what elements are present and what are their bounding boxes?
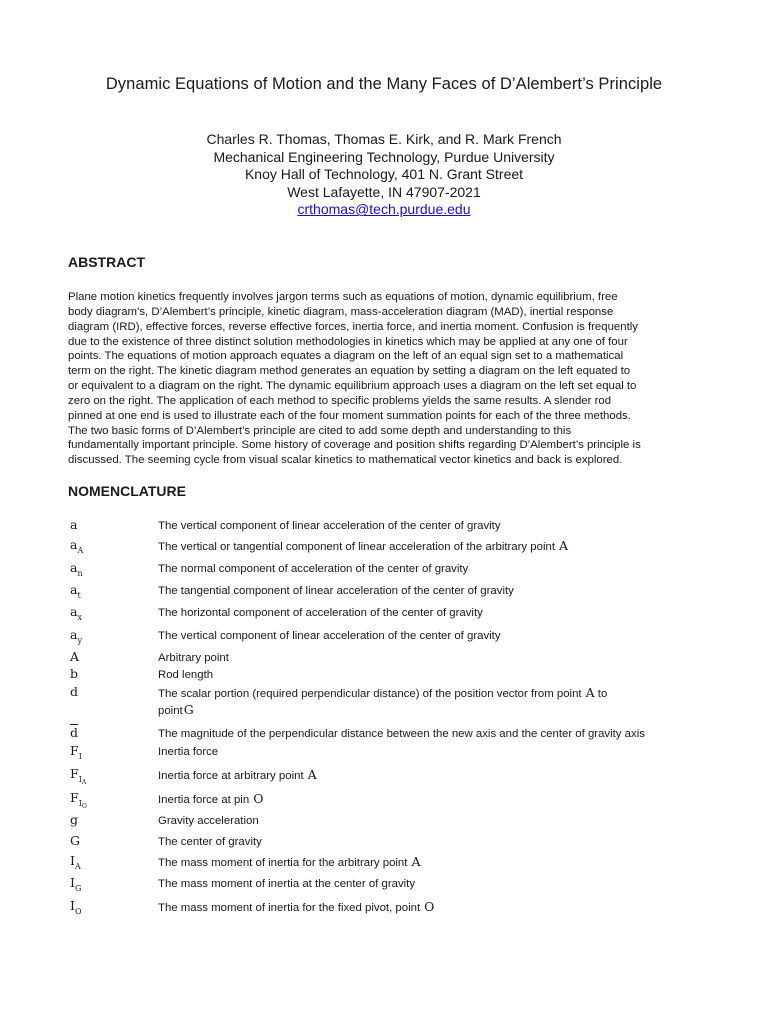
nomenclature-definition: The tangential component of linear acceleration of the center of gravity	[158, 585, 514, 597]
point-symbol: A	[411, 854, 421, 869]
symbol-subscript: A	[74, 862, 81, 871]
symbol-base: b	[70, 666, 79, 681]
abstract-line: pinned at one end is used to illustrate each of the four moment summation points for each of the three methods.	[68, 409, 631, 422]
nomenclature-definition: The mass moment of inertia for the fixed pivot, point O	[158, 899, 435, 914]
abstract-line: fundamentally important principle. Some history of coverage and position shifts regarding D’Alembert’s principle is	[68, 439, 641, 452]
nomenclature-definition: Inertia force at pin O	[158, 791, 264, 806]
nomenclature-definition: The horizontal component of acceleration of the center of gravity	[158, 607, 483, 619]
paper-title: Dynamic Equations of Motion and the Many Faces of D’Alembert’s Principle	[105, 75, 663, 93]
point-symbol: G	[183, 702, 194, 717]
symbol-base: I	[70, 853, 75, 868]
symbol-subscript: n	[77, 569, 83, 578]
nomenclature-symbol	[70, 517, 77, 533]
nomenclature-symbol	[70, 649, 79, 665]
symbol-base: F	[70, 743, 79, 758]
symbol-subscript: t	[77, 591, 81, 600]
nomenclature-symbol	[70, 666, 78, 682]
nomenclature-symbol	[70, 853, 81, 875]
abstract-line: Plane motion kinetics frequently involves jargon terms such as equations of motion, dynamic equilibrium, free	[68, 291, 618, 303]
abstract-line: body diagram’s, D’Alembert’s principle, kinetic diagram, mass-acceleration diagram (MAD), inertial response	[68, 305, 614, 318]
symbol-base: I	[70, 875, 75, 890]
nomenclature-definition: Inertia force	[158, 746, 219, 758]
abstract-line: diagram (IRD), effective forces, reverse effective forces, inertia force, and inertia moment. Confusion is frequently	[68, 320, 638, 333]
nomenclature-symbol	[70, 537, 83, 559]
nomenclature-symbol	[70, 725, 78, 741]
abstract-body	[68, 290, 708, 468]
nomenclature-definition: Arbitrary point	[158, 652, 229, 664]
nomenclature-symbol	[70, 684, 78, 700]
nomenclature-definition: Rod length	[158, 669, 214, 681]
symbol-base: a	[70, 537, 78, 552]
nomenclature-symbol	[70, 833, 80, 849]
nomenclature-symbol	[70, 560, 83, 582]
abstract-line: term on the right. The kinetic diagram method generates an equation by setting a diagram on the left equated to	[68, 365, 631, 378]
author-address: Knoy Hall of Technology, 401 N. Grant Street	[244, 166, 524, 183]
symbol-base: a	[70, 517, 78, 532]
nomenclature-symbol	[70, 582, 81, 604]
nomenclature-symbol	[70, 875, 81, 897]
symbol-subscript: IO	[78, 799, 87, 810]
abstract-line: or equivalent to a diagram on the right. The dynamic equilibrium approach uses a diagram on the left set equal to	[68, 380, 637, 393]
nomenclature-symbol	[70, 743, 82, 765]
point-symbol: A	[559, 538, 569, 553]
point-symbol: O	[424, 899, 435, 914]
symbol-base: I	[70, 898, 75, 913]
symbol-base: F	[70, 790, 79, 805]
nomenclature-definition: The vertical component of linear acceleration of the center of gravity	[158, 630, 501, 642]
symbol-base: a	[70, 560, 78, 575]
nomenclature-definition: The magnitude of the perpendicular distance between the new axis and the center of gravity axis	[158, 728, 645, 740]
symbol-subscript: x	[77, 613, 82, 622]
nomenclature-definition: The mass moment of inertia at the center of gravity	[158, 878, 416, 890]
nomenclature-symbol	[70, 627, 82, 649]
nomenclature-definition: The mass moment of inertia for the arbitrary point A	[158, 854, 421, 869]
symbol-subscript: IA	[78, 775, 87, 786]
nomenclature-symbol	[70, 812, 78, 828]
point-symbol: A	[307, 767, 317, 782]
symbol-subscript: y	[77, 636, 82, 645]
nomenclature-definition: The normal component of acceleration of the center of gravity	[158, 563, 469, 575]
abstract-line: discussed. The seeming cycle from visual scalar kinetics to mathematical vector kinetics and back is explored.	[68, 454, 623, 467]
author-block	[0, 131, 768, 219]
symbol-base: a	[70, 582, 78, 597]
nomenclature-definition: The vertical or tangential component of linear acceleration of the arbitrary point A	[158, 538, 569, 553]
symbol-base: a	[70, 604, 78, 619]
point-symbol: O	[253, 791, 264, 806]
point-symbol: A	[585, 685, 595, 700]
symbol-sub-subscript: A	[81, 779, 87, 786]
symbol-base: a	[70, 627, 78, 642]
nomenclature-definition: The vertical component of linear acceleration of the center of gravity	[158, 520, 501, 532]
symbol-subscript: O	[74, 907, 82, 916]
abstract-line: points. The equations of motion approach equates a diagram on the left of an equal sign set to a mathematical	[68, 350, 624, 363]
symbol-base: $\overline{d}$	[70, 725, 79, 740]
abstract-line: zero on the right. The application of each method to specific problems yields the same results. A slender rod	[68, 394, 612, 407]
nomenclature-symbol	[70, 604, 82, 626]
symbol-subscript: I	[78, 752, 82, 761]
author-affiliation: Mechanical Engineering Technology, Purdue University	[213, 148, 555, 165]
abstract-line: due to the existence of three distinct solution methodologies in kinetics which may be applied at any one of four	[68, 335, 628, 348]
nomenclature-definition: The scalar portion (required perpendicular distance) of the position vector from point A to pointG	[158, 685, 608, 717]
nomenclature-symbol	[70, 898, 82, 920]
abstract-heading: ABSTRACT	[68, 254, 145, 270]
symbol-base: A	[70, 649, 80, 664]
author-names: Charles R. Thomas, Thomas E. Kirk, and R. Mark French	[206, 131, 562, 147]
nomenclature-symbol	[70, 766, 86, 791]
symbol-sub-subscript: O	[81, 803, 87, 810]
nomenclature-definition: The center of gravity	[158, 836, 262, 848]
symbol-base: g	[70, 812, 79, 827]
abstract-line: The two basic forms of D’Alembert’s principle are cited to add some depth and understanding to this	[68, 424, 572, 437]
author-city: West Lafayette, IN 47907-2021	[287, 183, 481, 200]
symbol-base: d	[70, 684, 79, 699]
symbol-base: F	[70, 766, 79, 781]
nomenclature-definition: Inertia force at arbitrary point A	[158, 767, 317, 782]
nomenclature-heading: NOMENCLATURE	[68, 483, 186, 499]
symbol-subscript: A	[77, 546, 84, 555]
author-email-link[interactable]: crthomas@tech.purdue.edu	[297, 201, 471, 218]
symbol-base: G	[70, 833, 80, 848]
symbol-subscript: G	[74, 884, 82, 893]
nomenclature-definition: Gravity acceleration	[158, 815, 259, 827]
